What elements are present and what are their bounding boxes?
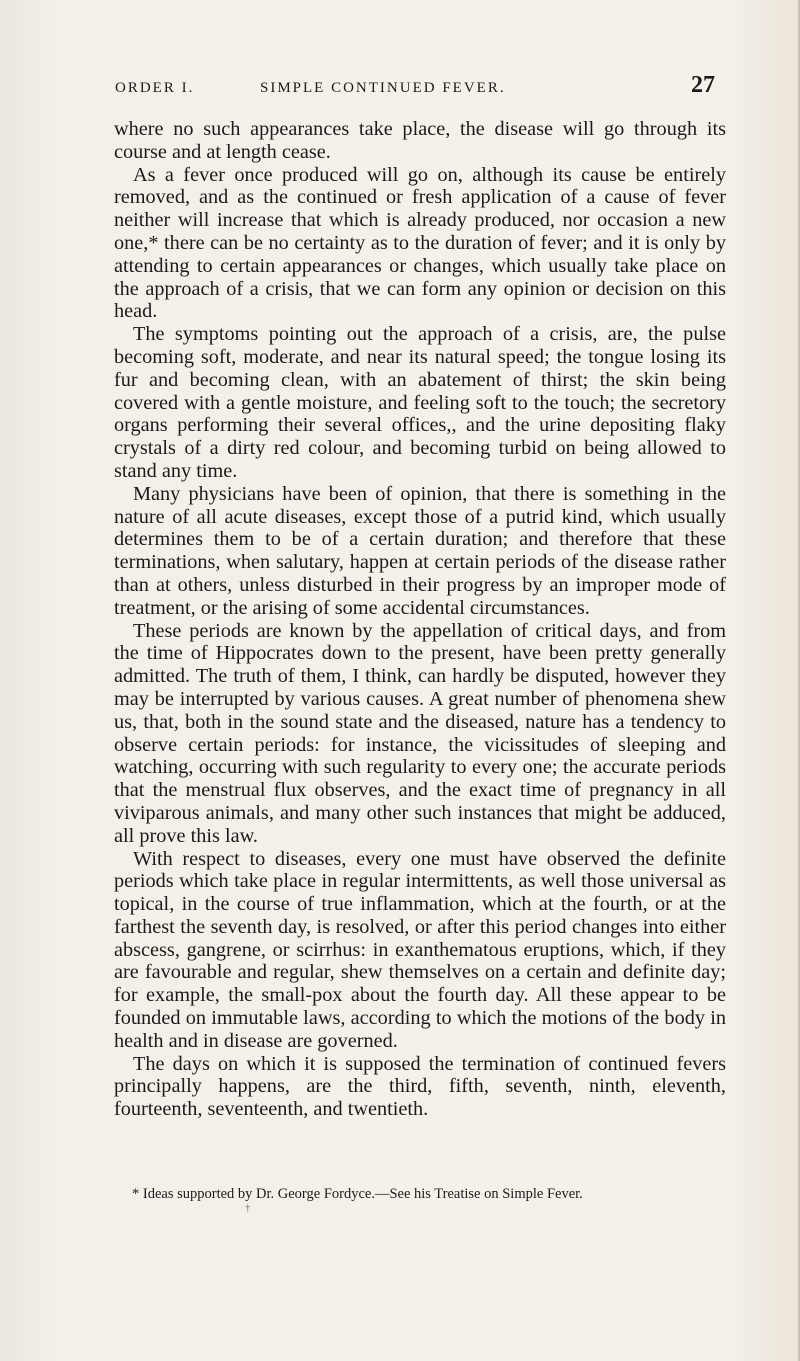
paragraph-termination-days: The days on which it is supposed the termination of continued fevers principally happens, are the third, fifth, seventh, ninth, eleventh, fourteenth, seventeenth, and twentieth. xyxy=(114,1052,726,1121)
paragraph-definite-periods: With respect to diseases, every one must have observed the definite periods which take place in regular intermittents, as well those universal as topical, in the course of true inflammation, which at the fourth, or at the farthest the seventh day, is resolved, or after this period changes into either abscess, gangrene, or scirrhus: in exanthematous eruptions, which, if they are favourable and regular, shew themselves on a certain and definite day; for example, the small-pox about the fourth day. All these appear to be founded on immutable laws, according to which the motions of the body in health and in disease are governed. xyxy=(114,847,726,1052)
paragraph-continuation: where no such appearances take place, the disease will go through its course and at length cease. xyxy=(114,118,726,163)
paragraph-opinion: Many physicians have been of opinion, that there is something in the nature of all acute diseases, except those of a putrid kind, which usually determines them to be of a certain duration; and therefore that these terminations, when salutary, happen at certain periods of the disease rather than at others, unless disturbed in their progress by an improper mode of treatment, or the arising of some accidental circumstances. xyxy=(114,482,726,619)
paragraph-duration: As a fever once produced will go on, although its cause be entirely removed, and as the continued or fresh application of a cause of fever neither will increase that which is already produced, nor occasion a new one,* there can be no certainty as to the duration of fever; and it is only by attending to certain appearances or changes, which usually take place on the approach of a crisis, that we can form any opinion or decision on this head. xyxy=(114,163,726,323)
running-head xyxy=(115,72,715,104)
stray-mark: † xyxy=(245,1202,251,1214)
paragraph-symptoms: The symptoms pointing out the approach of a crisis, are, the pulse becoming soft, moderate, and near its natural speed; the tongue losing its fur and becoming clean, with an abatement of thirst; the skin being covered with a gentle moisture, and feeling soft to the touch; the secretory organs performing their several offices,, and the urine depositing flaky crystals of a dirty red colour, and becoming turbid on being allowed to stand any time. xyxy=(114,323,726,482)
page-number: 27 xyxy=(691,72,715,98)
footnote: * Ideas supported by Dr. George Fordyce.—See his Treatise on Simple Fever. xyxy=(132,1186,583,1202)
running-head-order: ORDER I. xyxy=(115,80,195,96)
paragraph-critical-days: These periods are known by the appellation of critical days, and from the time of Hippocrates down to the present, have been pretty generally admitted. The truth of them, I think, can hardly be disputed, however they may be interrupted by various causes. A great number of phenomena shew us, that, both in the sound state and the diseased, nature has a tendency to observe certain periods: for instance, the vicissitudes of sleeping and watching, occurring with such regularity to every one; the accurate periods that the menstrual flux observes, and the exact time of pregnancy in all viviparous animals, and many other such instances that might be adduced, all prove this law. xyxy=(114,619,726,847)
running-head-title: SIMPLE CONTINUED FEVER. xyxy=(260,80,506,96)
body-text xyxy=(114,118,726,1121)
